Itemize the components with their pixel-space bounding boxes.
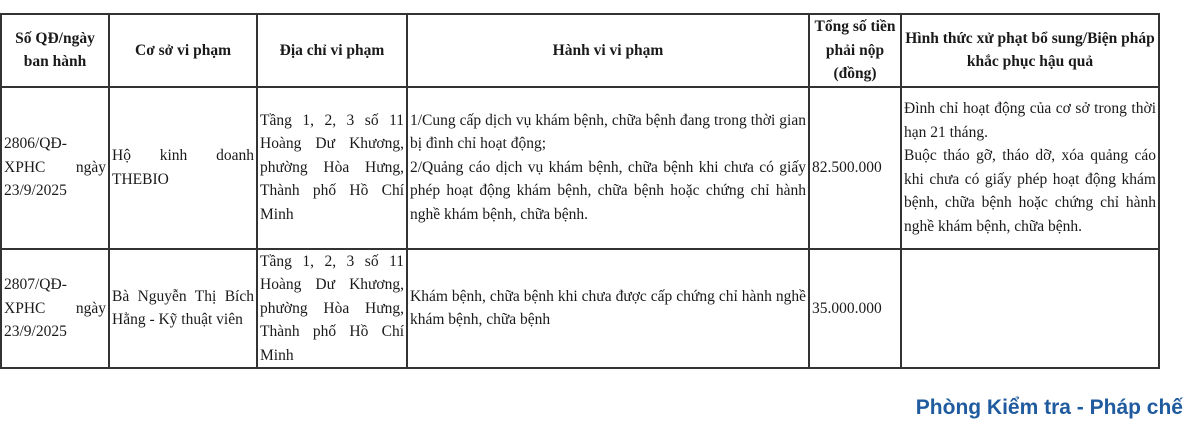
header-decision: Số QĐ/ngày ban hành	[1, 14, 109, 87]
header-violation: Hành vi vi phạm	[407, 14, 809, 87]
cell-violation	[407, 249, 809, 369]
header-remedy: Hình thức xử phạt bổ sung/Biện pháp khắc phục hậu quả	[901, 14, 1159, 87]
cell-address: Tầng 1, 2, 3 số 11 Hoàng Dư Khương, phường Hòa Hưng, Thành phố Hồ Chí Minh	[257, 87, 407, 249]
cell-remedy	[901, 249, 1159, 369]
header-amount: Tổng số tiền phải nộp (đồng)	[809, 14, 901, 87]
cell-amount: 82.500.000	[809, 87, 901, 249]
remedy-item-1: Đình chỉ hoạt động của cơ sở trong thời hạn 21 tháng.	[904, 100, 1156, 141]
violations-table	[0, 13, 1160, 369]
cell-facility: Bà Nguyễn Thị Bích Hằng - Kỹ thuật viên	[109, 249, 257, 369]
table-row	[1, 87, 1159, 249]
cell-address: Tầng 1, 2, 3 số 11 Hoàng Dư Khương, phường Hòa Hưng, Thành phố Hồ Chí Minh	[257, 249, 407, 369]
cell-facility: Hộ kinh doanh THEBIO	[109, 87, 257, 249]
cell-decision: 2807/QĐ-XPHC ngày 23/9/2025	[1, 249, 109, 369]
table-header-row	[1, 14, 1159, 87]
violation-item-1: Khám bệnh, chữa bệnh khi chưa được cấp chứng chỉ hành nghề khám bệnh, chữa bệnh	[410, 287, 806, 329]
department-signature: Phòng Kiểm tra - Pháp chế	[915, 396, 1183, 419]
remedy-item-2: Buộc tháo gỡ, tháo dỡ, xóa quảng cáo khi chưa có giấy phép hoạt động khám bệnh, chữa bệnh hoặc chứng chỉ hành nghề khám bệnh, chữa bệnh.	[904, 147, 1156, 235]
header-facility: Cơ sở vi phạm	[109, 14, 257, 87]
table-row	[1, 249, 1159, 369]
violation-item-1: 1/Cung cấp dịch vụ khám bệnh, chữa bệnh đang trong thời gian bị đình chỉ hoạt động;	[410, 111, 806, 153]
header-address: Địa chỉ vi phạm	[257, 14, 407, 87]
violation-item-2: 2/Quảng cáo dịch vụ khám bệnh, chữa bệnh khi chưa có giấy phép hoạt động khám bệnh, chữa bệnh hoặc chứng chỉ hành nghề khám bệnh, chữa bệnh.	[410, 158, 806, 223]
cell-remedy	[901, 87, 1159, 249]
cell-violation	[407, 87, 809, 249]
cell-amount: 35.000.000	[809, 249, 901, 369]
cell-decision: 2806/QĐ-XPHC ngày 23/9/2025	[1, 87, 109, 249]
